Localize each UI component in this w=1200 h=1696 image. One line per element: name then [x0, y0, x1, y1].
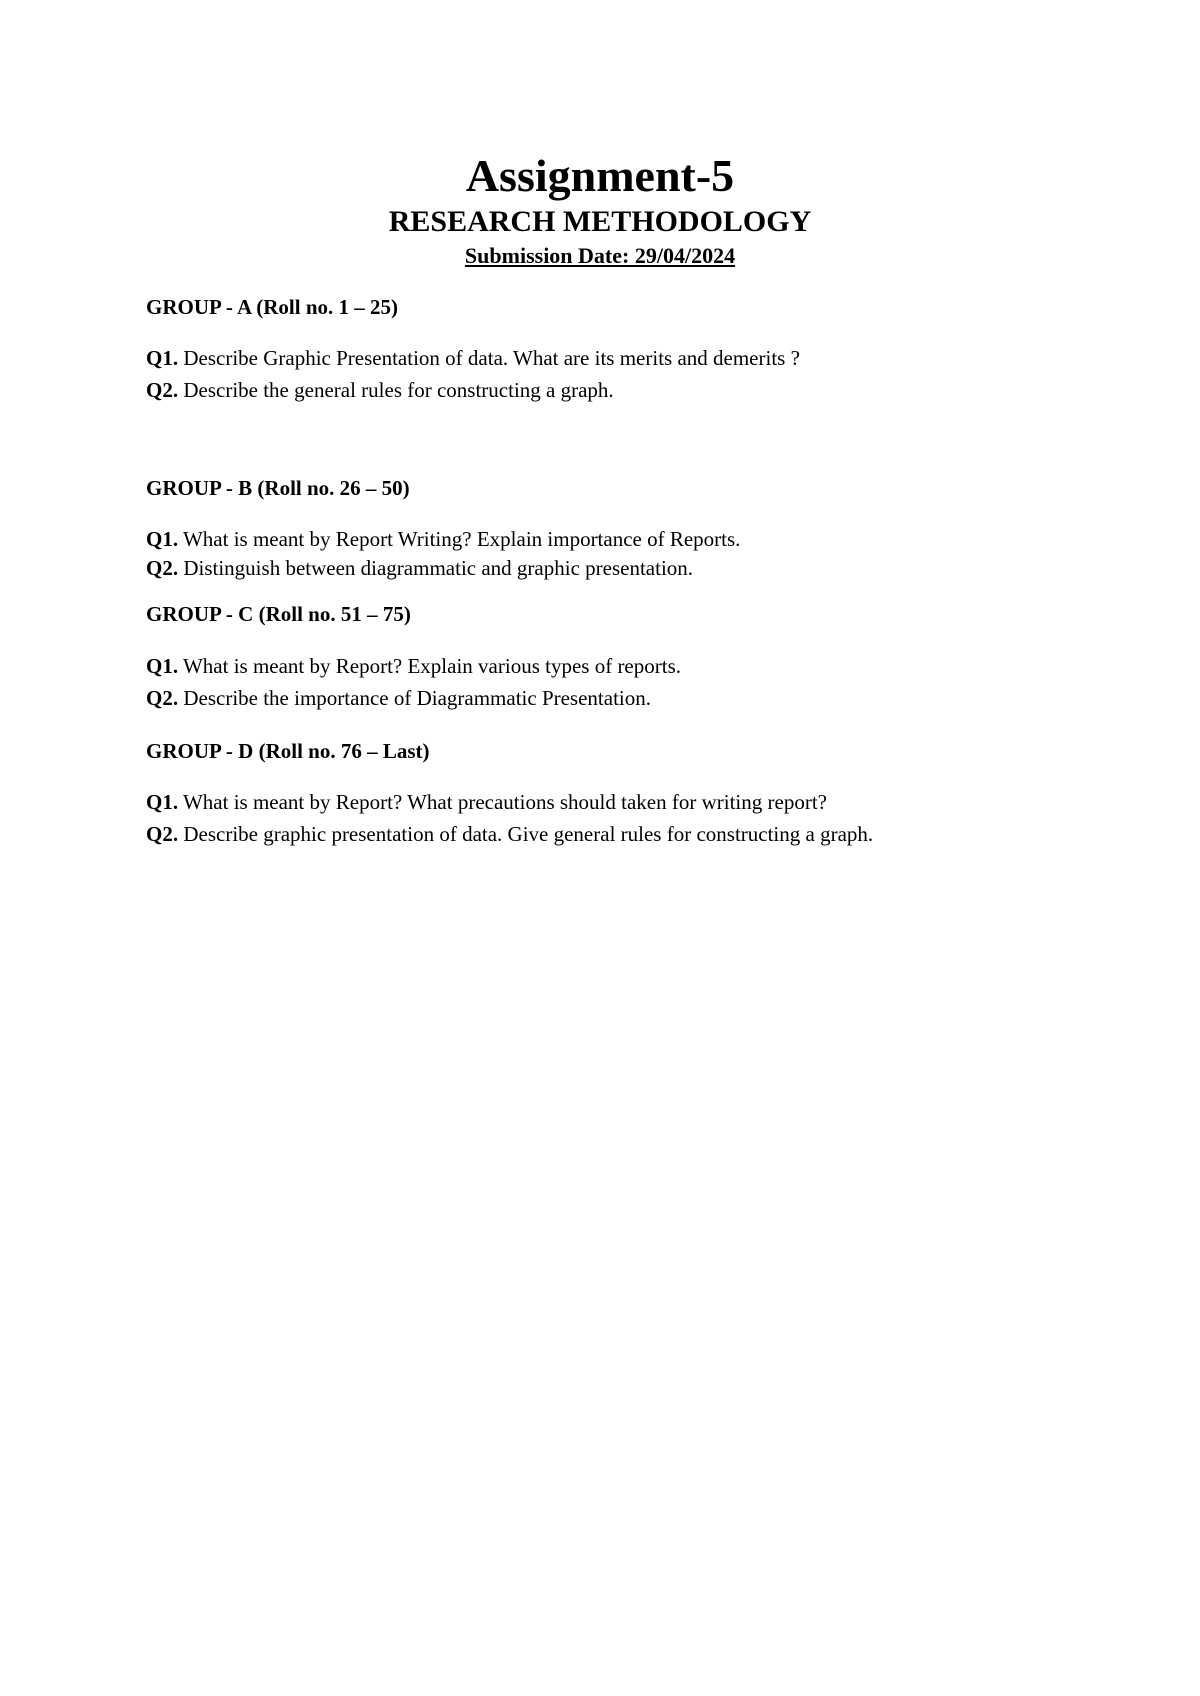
question-text: Describe Graphic Presentation of data. What are its merits and demerits ? [178, 346, 800, 370]
question-text: Describe the importance of Diagrammatic Presentation. [178, 686, 652, 710]
group-a-question-2 [146, 376, 614, 404]
question-label: Q1. [146, 346, 179, 370]
group-d-heading: GROUP - D (Roll no. 76 – Last) [146, 739, 430, 763]
group-b-heading: GROUP - B (Roll no. 26 – 50) [146, 476, 410, 500]
group-d-question-2 [146, 820, 873, 848]
question-text: What is meant by Report? Explain various types of reports. [178, 654, 682, 678]
group-c-question-2 [146, 684, 651, 712]
group-c-question-1 [146, 652, 681, 680]
question-text: Distinguish between diagrammatic and graphic presentation. [178, 556, 694, 580]
question-label: Q1. [146, 654, 179, 678]
question-text: Describe the general rules for constructing a graph. [178, 378, 614, 402]
question-label: Q1. [146, 790, 179, 814]
question-label: Q2. [146, 822, 179, 846]
question-text: Describe graphic presentation of data. Give general rules for constructing a graph. [178, 822, 874, 846]
question-text: What is meant by Report Writing? Explain importance of Reports. [178, 527, 741, 551]
group-a-heading: GROUP - A (Roll no. 1 – 25) [146, 295, 399, 319]
group-b-question-2 [146, 554, 693, 582]
group-d-question-1 [146, 788, 827, 816]
question-label: Q2. [146, 378, 179, 402]
group-a-question-1 [146, 344, 800, 372]
question-label: Q2. [146, 686, 179, 710]
question-label: Q2. [146, 556, 179, 580]
assignment-title: Assignment-5 [465, 150, 735, 201]
submission-date: Submission Date: 29/04/2024 [464, 243, 736, 268]
group-b-question-1 [146, 525, 740, 553]
subject-title: RESEARCH METHODOLOGY [388, 205, 812, 238]
question-label: Q1. [146, 527, 179, 551]
question-text: What is meant by Report? What precautions should taken for writing report? [178, 790, 827, 814]
group-c-heading: GROUP - C (Roll no. 51 – 75) [146, 602, 411, 626]
